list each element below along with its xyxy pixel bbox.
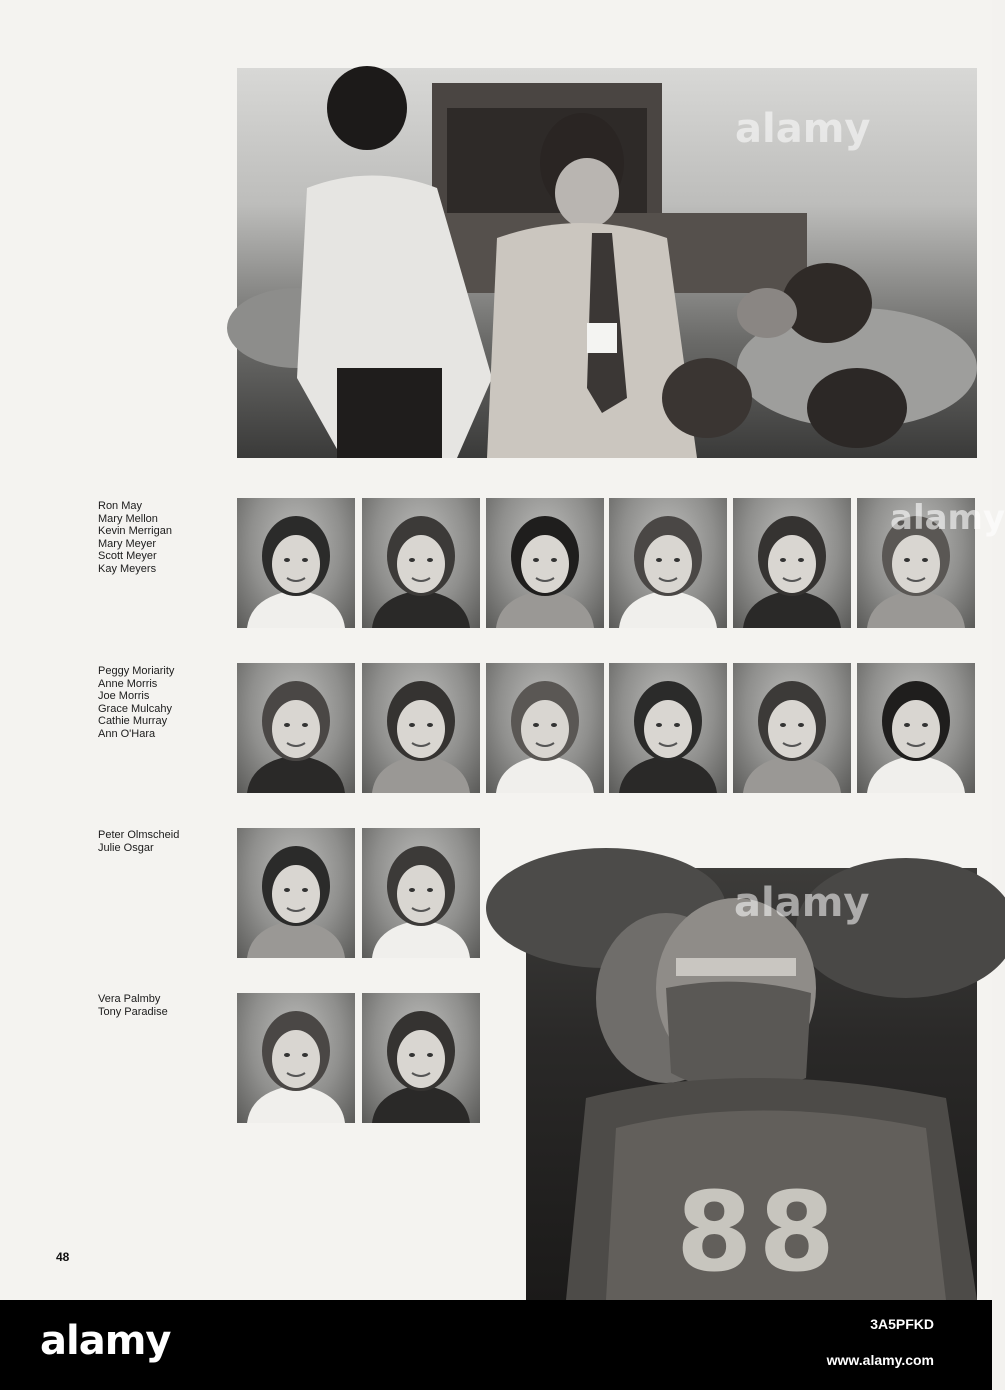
names-row-2 <box>98 665 174 740</box>
student-portrait <box>362 828 480 958</box>
student-name: Peggy Moriarity <box>98 665 175 677</box>
footer-bar <box>0 1300 992 1390</box>
student-portrait <box>362 663 480 793</box>
student-portrait <box>857 663 975 793</box>
student-name: Vera Palmby <box>98 993 161 1005</box>
student-name: Peter Olmscheid <box>98 829 180 841</box>
student-portrait <box>362 993 480 1123</box>
names-row-1 <box>98 500 172 575</box>
student-portrait <box>609 498 727 628</box>
names-row-4 <box>98 993 168 1018</box>
student-portrait <box>237 498 355 628</box>
classroom-photo <box>237 68 977 458</box>
student-name: Grace Mulcahy <box>98 702 172 715</box>
student-name: Kevin Merrigan <box>98 525 172 537</box>
student-name: Ron May <box>98 500 143 512</box>
watermark-text: alamy <box>890 498 1005 538</box>
student-name: Cathie Murray <box>98 715 168 727</box>
student-name: Scott Meyer <box>98 550 157 562</box>
student-name: Mary Mellon <box>98 512 158 525</box>
watermark-text: alamy <box>734 880 870 926</box>
student-portrait <box>237 828 355 958</box>
student-portrait <box>486 663 604 793</box>
watermark-text: alamy <box>735 106 871 152</box>
student-portrait <box>362 498 480 628</box>
student-name: Anne Morris <box>98 677 158 690</box>
image-id: 3A5PFKD <box>870 1316 934 1332</box>
student-portrait <box>486 498 604 628</box>
student-name: Tony Paradise <box>98 1005 168 1018</box>
student-portrait <box>237 993 355 1123</box>
student-name: Ann O'Hara <box>98 727 156 740</box>
football-photo <box>526 868 977 1300</box>
student-portrait <box>609 663 727 793</box>
page-number: 48 <box>56 1250 70 1264</box>
jersey-number: 88 <box>676 1168 842 1296</box>
student-portrait <box>733 498 851 628</box>
student-portrait <box>733 663 851 793</box>
names-row-3 <box>98 829 179 854</box>
student-portrait <box>237 663 355 793</box>
student-name: Mary Meyer <box>98 537 157 550</box>
brand-logo: alamy <box>40 1318 171 1364</box>
site-url: www.alamy.com <box>826 1352 934 1368</box>
student-name: Julie Osgar <box>98 841 154 854</box>
student-name: Joe Morris <box>98 690 150 702</box>
student-name: Kay Meyers <box>98 562 157 575</box>
